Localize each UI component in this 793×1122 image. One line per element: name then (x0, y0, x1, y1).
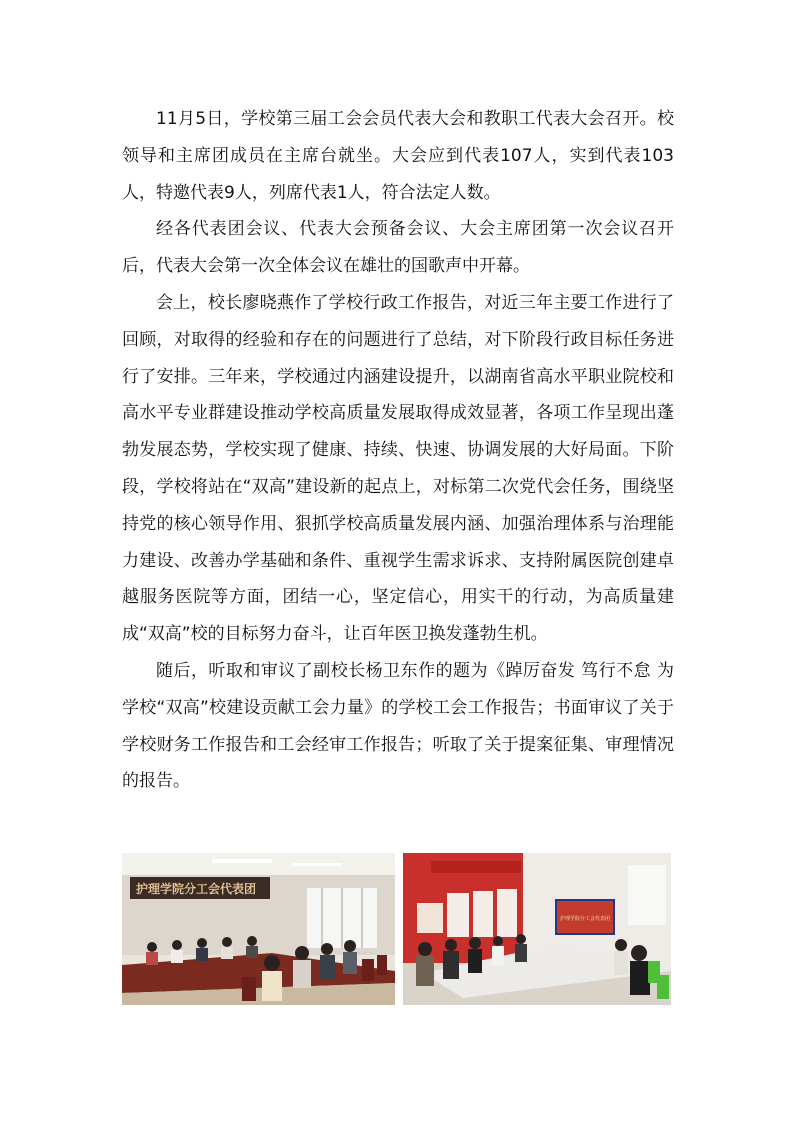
paragraph-1: 11月5日，学校第三届工会会员代表大会和教职工代表大会召开。校领导和主席团成员在主席台就坐。大会应到代表107人，实到代表103人，特邀代表9人，列席代表1人，符合法定人数。 (122, 109, 674, 203)
paragraph-3: 会上，校长廖晓燕作了学校行政工作报告，对近三年主要工作进行了回顾，对取得的经验和存在的问题进行了总结，对下阶段行政目标任务进行了安排。三年来，学校通过内涵建设提升，以湖南省高水平职业院校和高水平专业群建设推动学校高质量发展取得成效显著，各项工作呈现出蓬勃发展态势，学校实现了健康、持续、快速、协调发展的大好局面。下阶段，学校将站在“双高”建设新的起点上，对标第二次党代会任务，围绕坚持党的核心领导作用、狠抓学校高质量发展内涵、加强治理体系与治理能力建设、改善办学基础和条件、重视学生需求诉求、支持附属医院创建卓越服务医院等方面，团结一心，坚定信心，用实干的行动，为高质量建成“双高”校的目标努力奋斗，让百年医卫换发蓬勃生机。 (122, 292, 674, 645)
banner-text: 护理学院分工会代表团 (136, 882, 257, 896)
screen-text: 护理学院分工会代表团 (560, 916, 611, 922)
conference-room-image (403, 853, 671, 1005)
meeting-room-image (122, 853, 395, 1005)
meeting-photo-right (403, 853, 671, 1005)
paragraph-4: 随后，听取和审议了副校长杨卫东作的题为《踔厉奋发 笃行不怠 为学校“双高”校建设贡献工会力量》的学校工会工作报告；书面审议了关于学校财务工作报告和工会经审工作报告；听取了关于提案征集、审理情况的报告。 (122, 660, 674, 792)
meeting-photo-left (122, 853, 395, 1005)
paragraph-2: 经各代表团会议、代表大会预备会议、大会主席团第一次会议召开后，代表大会第一次全体会议在雄壮的国歌声中开幕。 (122, 219, 674, 277)
article-body (122, 101, 674, 800)
